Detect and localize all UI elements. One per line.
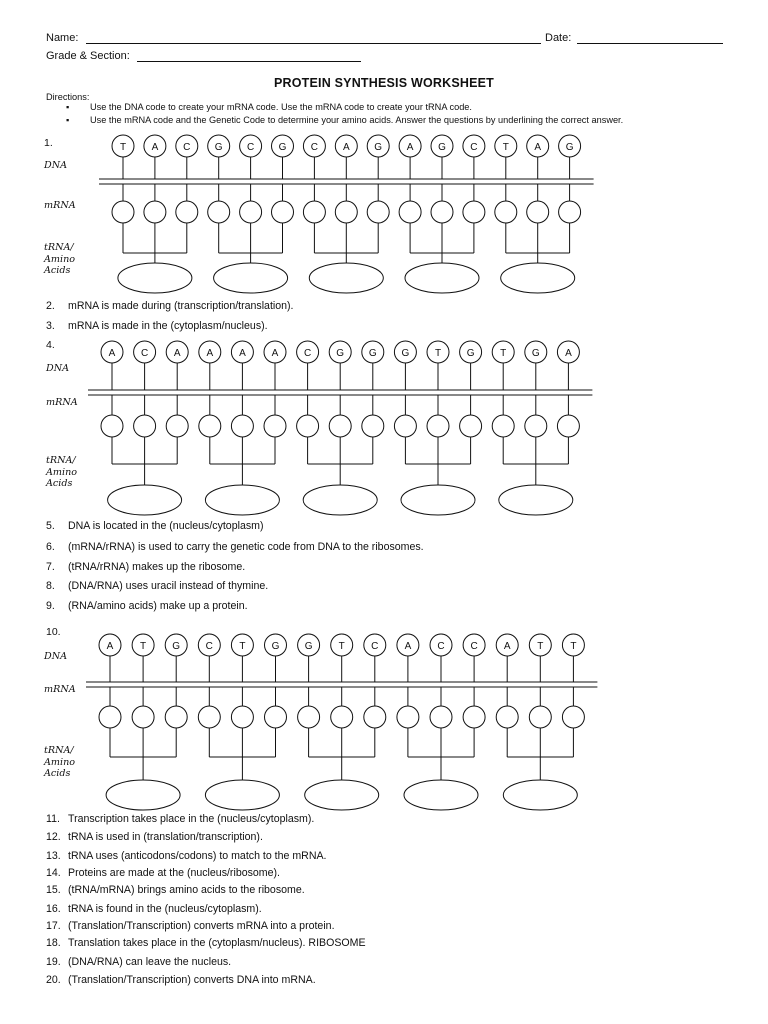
question-number: 15.	[46, 884, 61, 896]
dna-base-letter: C	[303, 348, 312, 359]
amino-acid-oval[interactable]	[214, 263, 288, 293]
dna-base-letter: G	[531, 348, 540, 359]
mrna-answer-circle[interactable]	[134, 415, 156, 437]
amino-acid-oval[interactable]	[503, 780, 577, 810]
bullet-icon: ▪	[66, 102, 70, 112]
mrna-answer-circle[interactable]	[297, 415, 319, 437]
mrna-answer-circle[interactable]	[430, 706, 452, 728]
grade-section-label: Grade & Section:	[46, 50, 130, 62]
date-field[interactable]	[577, 43, 723, 44]
question-text[interactable]: mRNA is made during (transcription/translation).	[68, 300, 294, 312]
question-number: 17.	[46, 920, 61, 932]
dna-base-letter: A	[173, 348, 181, 359]
direction-text: Use the mRNA code and the Genetic Code to determine your amino acids. Answer the questions by underlining the correct answer.	[90, 115, 624, 125]
question-number: 20.	[46, 974, 61, 986]
dna-base-letter: T	[570, 641, 577, 652]
problem-number: 10.	[46, 626, 61, 638]
mrna-answer-circle[interactable]	[112, 201, 134, 223]
question-item	[46, 813, 314, 825]
dna-base-letter: T	[338, 641, 345, 652]
question-text[interactable]: (tRNA/rRNA) makes up the ribosome.	[68, 561, 246, 573]
question-number: 2.	[46, 300, 55, 312]
problem-1-diagram	[0, 134, 768, 314]
trna-label-line: tRNA/	[46, 455, 76, 466]
question-number: 5.	[46, 520, 55, 532]
question-item	[46, 884, 305, 896]
mrna-answer-circle[interactable]	[427, 415, 449, 437]
dna-base-letter: G	[438, 142, 446, 153]
dna-base-letter: A	[206, 348, 214, 359]
amino-acid-oval[interactable]	[303, 485, 377, 515]
dna-row-label: DNA	[46, 363, 70, 374]
dna-base-letter: G	[368, 348, 377, 359]
question-item	[46, 903, 262, 915]
question-item	[46, 831, 263, 843]
trna-label-line: tRNA/	[44, 745, 74, 756]
question-text[interactable]: (mRNA/rRNA) is used to carry the genetic code from DNA to the ribosomes.	[68, 541, 424, 553]
mrna-answer-circle[interactable]	[431, 201, 453, 223]
question-text[interactable]: (DNA/RNA) can leave the nucleus.	[68, 956, 232, 968]
mrna-answer-circle[interactable]	[144, 201, 166, 223]
trna-label-line: Acids	[46, 478, 73, 489]
amino-acid-oval[interactable]	[401, 485, 475, 515]
dna-base-letter: T	[537, 641, 544, 652]
dna-base-letter: G	[565, 142, 574, 153]
mrna-answer-circle[interactable]	[394, 415, 416, 437]
question-number: 13.	[46, 850, 61, 862]
trna-label-line: Acids	[44, 768, 71, 779]
dna-row-label: DNA	[44, 651, 68, 662]
question-number: 7.	[46, 561, 55, 573]
mrna-answer-circle[interactable]	[272, 201, 294, 223]
question-item	[46, 520, 263, 532]
dna-base-letter: T	[502, 142, 509, 153]
dna-base-letter: G	[336, 348, 345, 359]
dna-base-letter: A	[503, 641, 511, 652]
mrna-answer-circle[interactable]	[101, 415, 123, 437]
question-item	[46, 561, 245, 573]
question-item	[46, 867, 280, 879]
dna-base-letter: G	[466, 348, 475, 359]
amino-acid-oval[interactable]	[205, 780, 279, 810]
dna-base-letter: T	[239, 641, 246, 652]
mrna-answer-circle[interactable]	[298, 706, 320, 728]
mrna-answer-circle[interactable]	[399, 201, 421, 223]
question-text[interactable]: tRNA is found in the (nucleus/cytoplasm).	[68, 903, 262, 915]
problem-10-diagram	[0, 633, 768, 823]
question-number: 19.	[46, 956, 61, 968]
dna-base-letter: C	[205, 641, 213, 652]
question-text[interactable]: (RNA/amino acids) make up a protein.	[68, 600, 248, 612]
direction-text: Use the DNA code to create your mRNA code. Use the mRNA code to create your tRNA code.	[90, 102, 472, 112]
mrna-answer-circle[interactable]	[208, 201, 230, 223]
dna-base-letter: T	[119, 142, 127, 153]
question-number: 16.	[46, 903, 61, 915]
mrna-answer-circle[interactable]	[199, 415, 221, 437]
question-item	[46, 300, 294, 312]
mrna-answer-circle[interactable]	[165, 706, 187, 728]
question-text[interactable]: (Translation/Transcription) converts DNA into mRNA.	[68, 974, 316, 986]
mrna-row-label: mRNA	[46, 397, 78, 408]
directions-label: Directions:	[46, 92, 90, 102]
name-field[interactable]	[86, 43, 541, 44]
dna-base-letter: T	[434, 348, 442, 359]
mrna-answer-circle[interactable]	[198, 706, 220, 728]
question-item	[46, 850, 327, 862]
problem-number: 4.	[46, 339, 55, 351]
mrna-answer-circle[interactable]	[331, 706, 353, 728]
dna-base-letter: A	[342, 142, 350, 153]
mrna-answer-circle[interactable]	[329, 415, 351, 437]
dna-base-letter: A	[106, 641, 114, 652]
problem-4-diagram	[0, 340, 768, 530]
question-item	[46, 320, 268, 332]
question-text[interactable]: Proteins are made at the (nucleus/ribosome).	[68, 867, 280, 879]
dna-base-letter: C	[371, 641, 379, 652]
trna-label-line: Amino	[46, 466, 78, 478]
question-text[interactable]: tRNA is used in (translation/transcription).	[68, 831, 263, 843]
dna-base-letter: G	[278, 142, 287, 153]
mrna-answer-circle[interactable]	[492, 415, 514, 437]
mrna-row-label: mRNA	[44, 200, 76, 211]
dna-base-letter: G	[172, 641, 181, 652]
question-item	[46, 974, 316, 986]
dna-base-letter: C	[310, 142, 319, 153]
mrna-answer-circle[interactable]	[367, 201, 389, 223]
mrna-answer-circle[interactable]	[99, 706, 121, 728]
question-item	[46, 956, 231, 968]
mrna-answer-circle[interactable]	[176, 201, 198, 223]
dna-base-letter: A	[565, 348, 572, 359]
mrna-answer-circle[interactable]	[559, 201, 581, 223]
question-text[interactable]: Transcription takes place in the (nucleus/cytoplasm).	[68, 813, 315, 825]
amino-acid-oval[interactable]	[405, 263, 479, 293]
trna-label-line: Amino	[44, 253, 76, 265]
amino-acid-oval[interactable]	[499, 485, 573, 515]
question-text[interactable]: tRNA uses (anticodons/codons) to match to the mRNA.	[68, 850, 327, 862]
mrna-answer-circle[interactable]	[463, 201, 485, 223]
mrna-answer-circle[interactable]	[231, 706, 253, 728]
dna-base-letter: A	[108, 348, 116, 359]
dna-base-letter: C	[470, 142, 478, 153]
dna-base-letter: G	[271, 641, 280, 652]
trna-label-line: tRNA/	[44, 242, 74, 253]
mrna-answer-circle[interactable]	[264, 415, 286, 437]
dna-base-letter: A	[151, 142, 159, 153]
mrna-answer-circle[interactable]	[529, 706, 551, 728]
amino-acid-oval[interactable]	[305, 780, 379, 810]
amino-acid-oval[interactable]	[205, 485, 279, 515]
mrna-answer-circle[interactable]	[460, 415, 482, 437]
mrna-answer-circle[interactable]	[231, 415, 253, 437]
question-number: 11.	[46, 813, 60, 825]
question-item	[46, 580, 268, 592]
dna-base-letter: A	[239, 348, 246, 359]
trna-label-line: Acids	[44, 265, 71, 276]
mrna-answer-circle[interactable]	[303, 201, 325, 223]
dna-base-letter: G	[374, 142, 383, 153]
question-item	[46, 937, 366, 949]
name-label: Name:	[46, 32, 79, 44]
amino-acid-oval[interactable]	[118, 263, 192, 293]
question-text[interactable]: mRNA is made in the (cytoplasm/nucleus).	[68, 320, 268, 332]
question-item	[46, 920, 335, 932]
mrna-answer-circle[interactable]	[463, 706, 485, 728]
mrna-answer-circle[interactable]	[397, 706, 419, 728]
dna-base-letter: G	[304, 641, 313, 652]
mrna-row-label: mRNA	[44, 684, 76, 695]
mrna-answer-circle[interactable]	[132, 706, 154, 728]
mrna-answer-circle[interactable]	[557, 415, 579, 437]
dna-base-letter: C	[183, 142, 191, 153]
bullet-icon: ▪	[66, 115, 70, 125]
question-number: 6.	[46, 541, 55, 553]
dna-base-letter: T	[500, 348, 507, 359]
mrna-answer-circle[interactable]	[496, 706, 518, 728]
mrna-answer-circle[interactable]	[562, 706, 584, 728]
dna-base-letter: C	[437, 641, 445, 652]
question-number: 8.	[46, 580, 55, 592]
dna-base-letter: C	[470, 641, 478, 652]
dna-base-letter: G	[401, 348, 410, 359]
question-text[interactable]: (DNA/RNA) uses uracil instead of thymine.	[68, 580, 269, 592]
question-text[interactable]: (tRNA/mRNA) brings amino acids to the ribosome.	[68, 884, 305, 896]
question-item	[46, 600, 248, 612]
dna-base-letter: C	[246, 142, 255, 153]
mrna-answer-circle[interactable]	[265, 706, 287, 728]
question-number: 14.	[46, 867, 61, 879]
date-label: Date:	[545, 32, 572, 44]
dna-base-letter: T	[140, 641, 147, 652]
mrna-answer-circle[interactable]	[166, 415, 188, 437]
dna-base-letter: A	[406, 142, 414, 153]
worksheet-title: PROTEIN SYNTHESIS WORKSHEET	[273, 76, 494, 90]
question-text[interactable]: (Translation/Transcription) converts mRNA into a protein.	[68, 920, 335, 932]
mrna-answer-circle[interactable]	[240, 201, 262, 223]
problem-number: 1.	[44, 137, 53, 149]
amino-acid-oval[interactable]	[501, 263, 575, 293]
question-number: 9.	[46, 600, 55, 612]
dna-base-letter: G	[214, 142, 223, 153]
dna-base-letter: A	[271, 348, 279, 359]
mrna-answer-circle[interactable]	[364, 706, 386, 728]
question-number: 18.	[46, 937, 61, 949]
question-number: 3.	[46, 320, 55, 332]
dna-base-letter: A	[404, 641, 412, 652]
dna-row-label: DNA	[44, 160, 68, 171]
question-text[interactable]: Translation takes place in the (cytoplasm/nucleus). RIBOSOME	[68, 937, 366, 949]
trna-label-line: Amino	[44, 756, 76, 768]
grade-section-field[interactable]	[137, 61, 361, 62]
question-text[interactable]: DNA is located in the (nucleus/cytoplasm)	[68, 520, 264, 532]
question-item	[46, 541, 424, 553]
amino-acid-oval[interactable]	[106, 780, 180, 810]
amino-acid-oval[interactable]	[404, 780, 478, 810]
mrna-answer-circle[interactable]	[495, 201, 517, 223]
mrna-answer-circle[interactable]	[527, 201, 549, 223]
dna-base-letter: C	[140, 348, 149, 359]
mrna-answer-circle[interactable]	[362, 415, 384, 437]
dna-base-letter: A	[534, 142, 542, 153]
amino-acid-oval[interactable]	[108, 485, 182, 515]
mrna-answer-circle[interactable]	[335, 201, 357, 223]
mrna-answer-circle[interactable]	[525, 415, 547, 437]
amino-acid-oval[interactable]	[309, 263, 383, 293]
question-number: 12.	[46, 831, 61, 843]
